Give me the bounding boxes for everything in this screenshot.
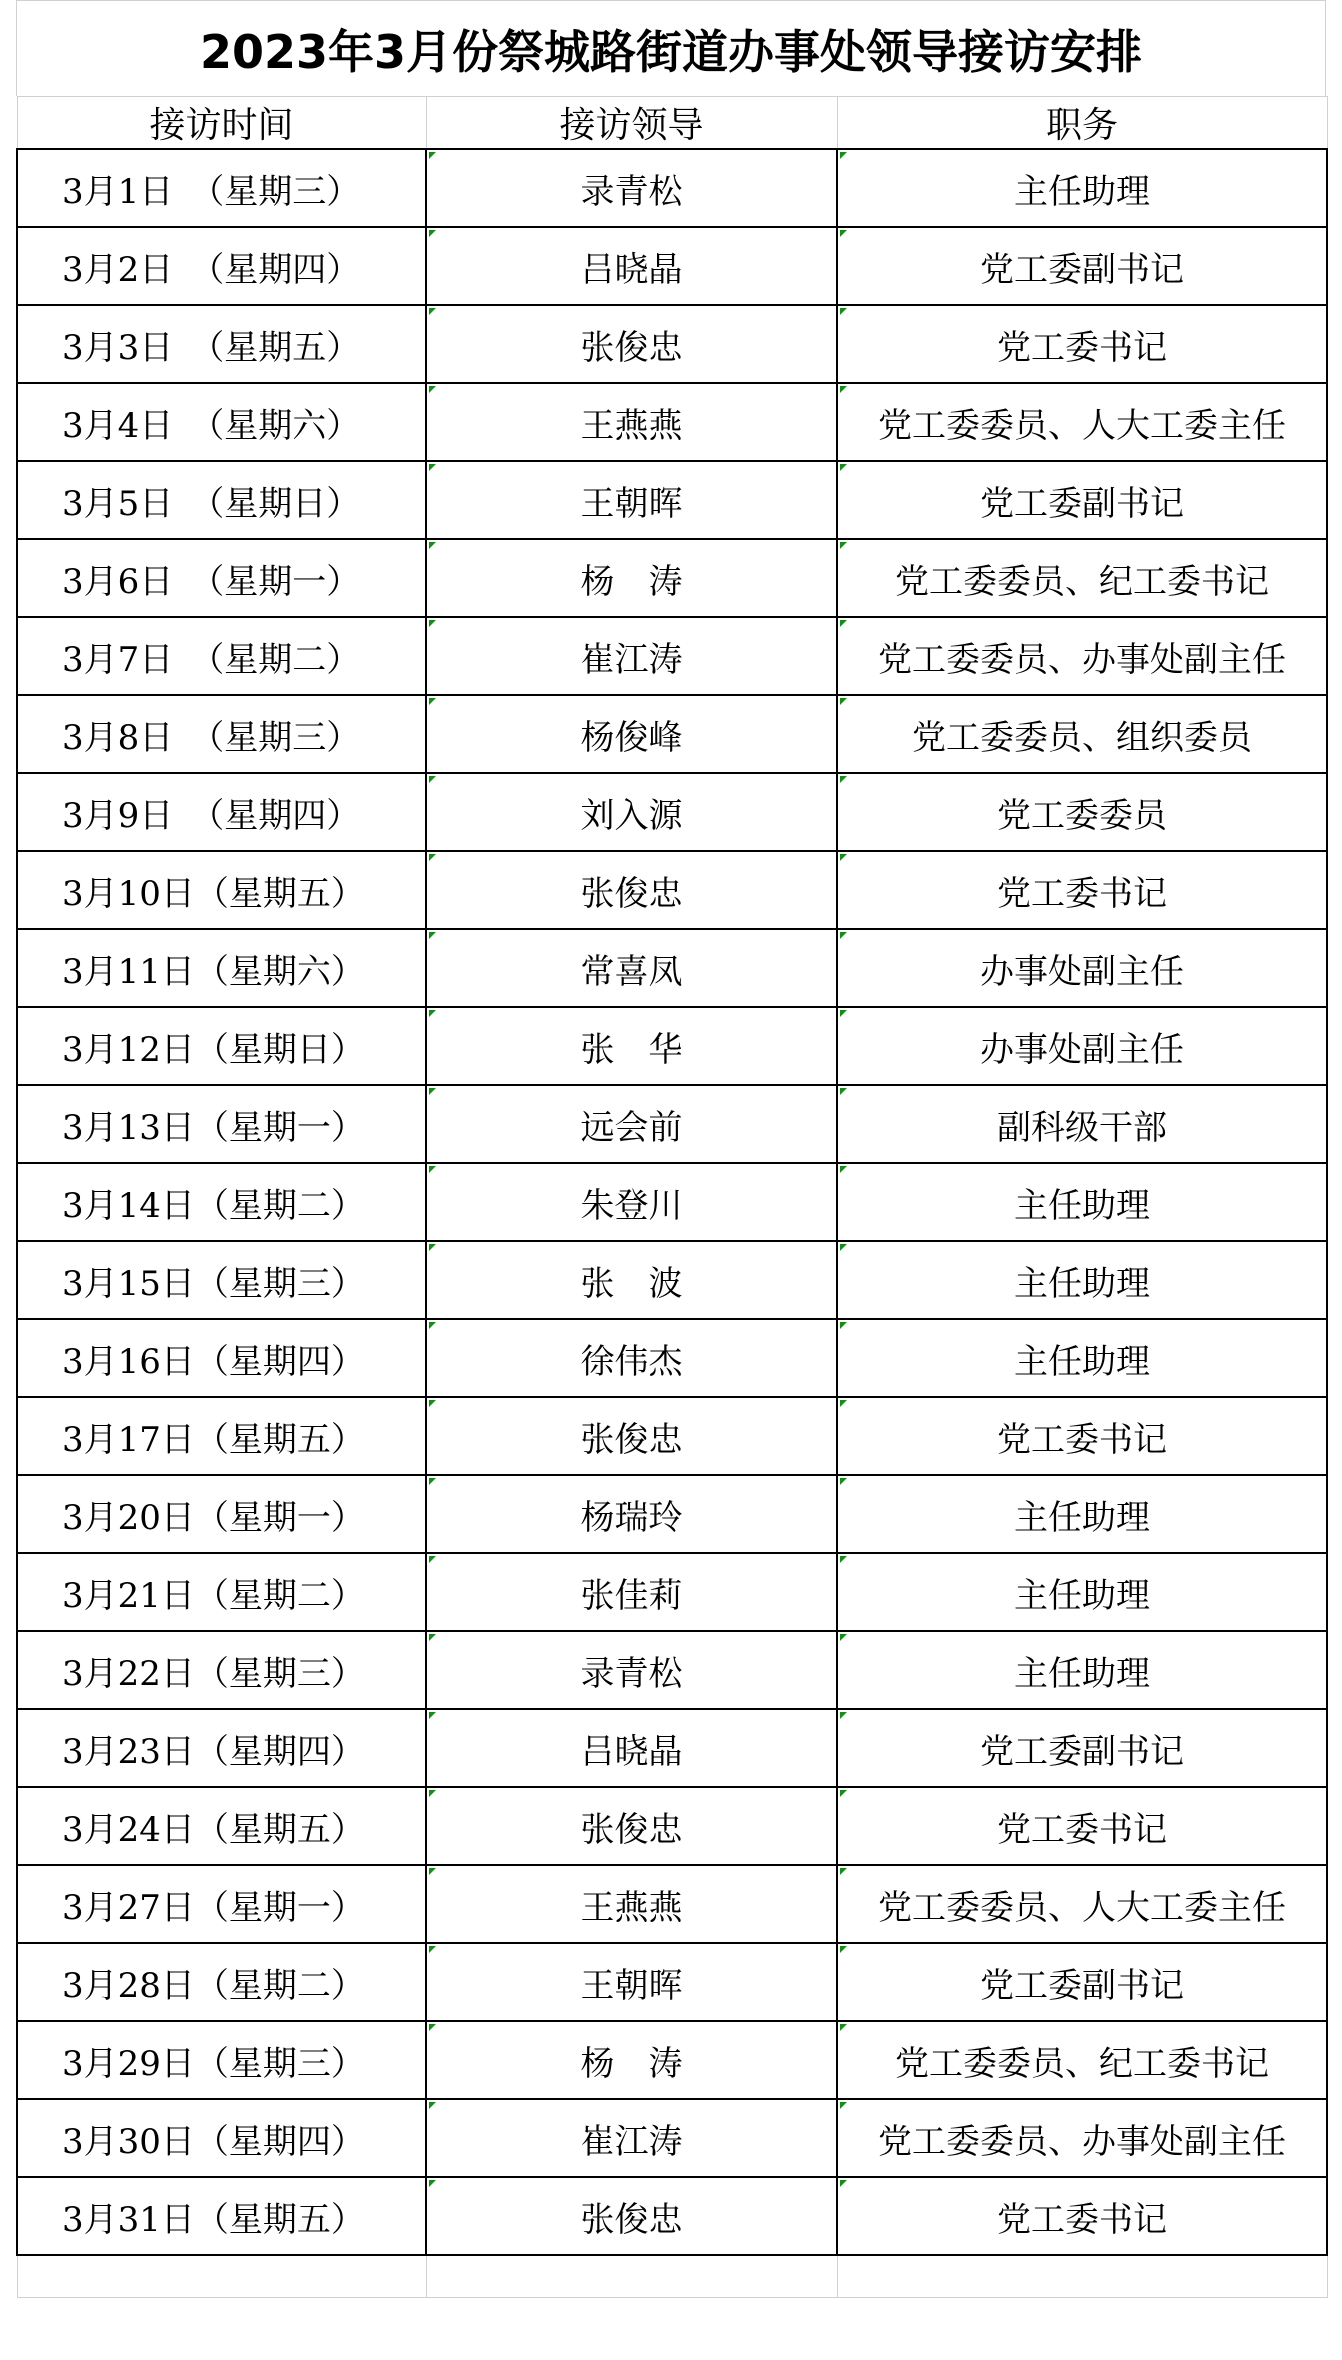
- leader-cell-text: 常喜凤: [580, 951, 683, 992]
- position-cell[interactable]: [837, 539, 1327, 617]
- position-cell[interactable]: [837, 1943, 1327, 2021]
- leader-cell[interactable]: [426, 1787, 837, 1865]
- leader-cell-text: 录青松: [580, 171, 683, 212]
- leader-cell-text: 张 华: [580, 1029, 683, 1070]
- empty-row: [17, 2255, 1327, 2297]
- table-row: [17, 2021, 1327, 2099]
- date-cell-text: 3月24日（星期五）: [62, 1809, 365, 1850]
- leader-cell[interactable]: [426, 1319, 837, 1397]
- position-cell-text: 办事处副主任: [980, 1029, 1184, 1070]
- cell-comment-marker-icon: [840, 464, 847, 471]
- leader-cell-text: 朱登川: [580, 1185, 683, 1226]
- cell-comment-marker-icon: [429, 386, 436, 393]
- leader-cell-text: 张 波: [580, 1263, 683, 1304]
- cell-comment-marker-icon: [840, 1478, 847, 1485]
- cell-comment-marker-icon: [429, 1790, 436, 1797]
- cell-comment-marker-icon: [840, 2180, 847, 2187]
- date-cell[interactable]: [17, 383, 426, 461]
- position-cell-text: 党工委委员: [997, 795, 1167, 836]
- table-row: [17, 851, 1327, 929]
- leader-cell[interactable]: [426, 1553, 837, 1631]
- date-cell[interactable]: [17, 617, 426, 695]
- leader-cell[interactable]: [426, 1007, 837, 1085]
- position-cell[interactable]: [837, 1241, 1327, 1319]
- date-cell-text: 3月31日（星期五）: [62, 2199, 365, 2240]
- position-cell-text: 主任助理: [1014, 1653, 1150, 1694]
- header-date: 接访时间: [17, 97, 426, 150]
- leader-cell-text: 张俊忠: [580, 1809, 683, 1850]
- leader-cell[interactable]: [426, 851, 837, 929]
- date-cell-text: 3月30日（星期四）: [62, 2121, 365, 2162]
- position-cell[interactable]: [837, 461, 1327, 539]
- position-cell-text: 党工委委员、人大工委主任: [878, 405, 1286, 446]
- date-cell[interactable]: [17, 2177, 426, 2255]
- date-cell[interactable]: [17, 1631, 426, 1709]
- cell-comment-marker-icon: [840, 620, 847, 627]
- position-cell-text: 党工委书记: [997, 1419, 1167, 1460]
- cell-comment-marker-icon: [429, 152, 436, 159]
- date-cell-text: 3月10日（星期五）: [62, 873, 365, 914]
- leader-cell-text: 吕晓晶: [580, 249, 683, 290]
- date-cell-text: 3月22日（星期三）: [62, 1653, 365, 1694]
- leader-cell[interactable]: [426, 1397, 837, 1475]
- cell-comment-marker-icon: [429, 2024, 436, 2031]
- table-row: [17, 1553, 1327, 1631]
- date-cell-text: 3月27日（星期一）: [62, 1887, 365, 1928]
- date-cell-text: 3月15日（星期三）: [62, 1263, 365, 1304]
- leader-cell-text: 刘入源: [580, 795, 683, 836]
- leader-cell-text: 录青松: [580, 1653, 683, 1694]
- leader-cell[interactable]: [426, 1163, 837, 1241]
- table-row: [17, 773, 1327, 851]
- position-cell-text: 党工委副书记: [980, 1731, 1184, 1772]
- position-cell-text: 党工委委员、纪工委书记: [895, 2043, 1269, 2084]
- position-cell[interactable]: [837, 1163, 1327, 1241]
- position-cell-text: 党工委委员、办事处副主任: [878, 2121, 1286, 2162]
- position-cell[interactable]: [837, 1475, 1327, 1553]
- table-row: [17, 1163, 1327, 1241]
- table-row: [17, 461, 1327, 539]
- leader-cell[interactable]: [426, 695, 837, 773]
- date-cell-text: 3月14日（星期二）: [62, 1185, 365, 1226]
- date-cell-text: 3月9日 （星期四）: [62, 795, 361, 836]
- leader-cell-text: 张俊忠: [580, 327, 683, 368]
- cell-comment-marker-icon: [429, 1634, 436, 1641]
- table-row: [17, 539, 1327, 617]
- position-cell-text: 办事处副主任: [980, 951, 1184, 992]
- leader-cell-text: 远会前: [580, 1107, 683, 1148]
- position-cell[interactable]: [837, 305, 1327, 383]
- cell-comment-marker-icon: [429, 932, 436, 939]
- cell-comment-marker-icon: [840, 1322, 847, 1329]
- cell-comment-marker-icon: [840, 1088, 847, 1095]
- date-cell-text: 3月28日（星期二）: [62, 1965, 365, 2006]
- cell-comment-marker-icon: [429, 2102, 436, 2109]
- cell-comment-marker-icon: [840, 776, 847, 783]
- date-cell-text: 3月21日（星期二）: [62, 1575, 365, 1616]
- leader-cell[interactable]: [426, 461, 837, 539]
- position-cell-text: 主任助理: [1014, 1575, 1150, 1616]
- table-row: [17, 1865, 1327, 1943]
- position-cell-text: 党工委委员、人大工委主任: [878, 1887, 1286, 1928]
- cell-comment-marker-icon: [429, 1322, 436, 1329]
- cell-comment-marker-icon: [429, 1712, 436, 1719]
- cell-comment-marker-icon: [429, 464, 436, 471]
- date-cell-text: 3月23日（星期四）: [62, 1731, 365, 1772]
- table-row: [17, 1319, 1327, 1397]
- leader-cell[interactable]: [426, 1709, 837, 1787]
- table-row: [17, 695, 1327, 773]
- leader-cell-text: 杨俊峰: [580, 717, 683, 758]
- leader-cell[interactable]: [426, 773, 837, 851]
- leader-cell-text: 张佳莉: [580, 1575, 683, 1616]
- page-title: 2023年3月份祭城路街道办事处领导接访安排: [16, 0, 1326, 96]
- cell-comment-marker-icon: [840, 308, 847, 315]
- position-cell-text: 主任助理: [1014, 1263, 1150, 1304]
- position-cell-text: 党工委副书记: [980, 1965, 1184, 2006]
- date-cell-text: 3月5日 （星期日）: [62, 483, 361, 524]
- cell-comment-marker-icon: [840, 698, 847, 705]
- leader-cell[interactable]: [426, 1475, 837, 1553]
- table-row: [17, 1787, 1327, 1865]
- position-cell[interactable]: [837, 149, 1327, 227]
- date-cell[interactable]: [17, 1241, 426, 1319]
- position-cell[interactable]: [837, 1319, 1327, 1397]
- table-row: [17, 1709, 1327, 1787]
- leader-cell-text: 王朝晖: [580, 1965, 683, 2006]
- table-row: [17, 929, 1327, 1007]
- cell-comment-marker-icon: [429, 1166, 436, 1173]
- date-cell-text: 3月17日（星期五）: [62, 1419, 365, 1460]
- cell-comment-marker-icon: [840, 1868, 847, 1875]
- table-row: [17, 617, 1327, 695]
- date-cell[interactable]: [17, 1865, 426, 1943]
- cell-comment-marker-icon: [840, 1244, 847, 1251]
- position-cell-text: 党工委书记: [997, 327, 1167, 368]
- date-cell-text: 3月20日（星期一）: [62, 1497, 365, 1538]
- date-cell[interactable]: [17, 1787, 426, 1865]
- date-cell[interactable]: [17, 1475, 426, 1553]
- date-cell[interactable]: [17, 1553, 426, 1631]
- cell-comment-marker-icon: [429, 230, 436, 237]
- table-row: [17, 1085, 1327, 1163]
- table-row: [17, 1631, 1327, 1709]
- cell-comment-marker-icon: [840, 542, 847, 549]
- table-row: [17, 1475, 1327, 1553]
- reception-schedule-table: [16, 96, 1328, 2298]
- date-cell[interactable]: [17, 773, 426, 851]
- table-row: [17, 1241, 1327, 1319]
- date-cell[interactable]: [17, 1319, 426, 1397]
- cell-comment-marker-icon: [429, 776, 436, 783]
- date-cell[interactable]: [17, 1085, 426, 1163]
- date-cell[interactable]: [17, 1709, 426, 1787]
- cell-comment-marker-icon: [840, 1556, 847, 1563]
- leader-cell[interactable]: [426, 1241, 837, 1319]
- cell-comment-marker-icon: [429, 1244, 436, 1251]
- cell-comment-marker-icon: [429, 698, 436, 705]
- cell-comment-marker-icon: [429, 542, 436, 549]
- position-cell-text: 党工委委员、纪工委书记: [895, 561, 1269, 602]
- position-cell[interactable]: [837, 1787, 1327, 1865]
- table-row: [17, 149, 1327, 227]
- cell-comment-marker-icon: [840, 386, 847, 393]
- position-cell[interactable]: [837, 227, 1327, 305]
- position-cell-text: 党工委书记: [997, 1809, 1167, 1850]
- empty-cell[interactable]: [837, 2255, 1327, 2297]
- date-cell[interactable]: [17, 2099, 426, 2177]
- date-cell[interactable]: [17, 1397, 426, 1475]
- position-cell-text: 主任助理: [1014, 171, 1150, 212]
- cell-comment-marker-icon: [840, 1712, 847, 1719]
- table-row: [17, 2177, 1327, 2255]
- position-cell[interactable]: [837, 773, 1327, 851]
- position-cell[interactable]: [837, 1865, 1327, 1943]
- date-cell-text: 3月12日（星期日）: [62, 1029, 365, 1070]
- leader-cell-text: 王燕燕: [580, 1887, 683, 1928]
- leader-cell[interactable]: [426, 2021, 837, 2099]
- position-cell[interactable]: [837, 1397, 1327, 1475]
- position-cell-text: 主任助理: [1014, 1341, 1150, 1382]
- leader-cell[interactable]: [426, 539, 837, 617]
- date-cell-text: 3月6日 （星期一）: [62, 561, 361, 602]
- cell-comment-marker-icon: [429, 1088, 436, 1095]
- date-cell-text: 3月7日 （星期二）: [62, 639, 361, 680]
- leader-cell[interactable]: [426, 1085, 837, 1163]
- position-cell[interactable]: [837, 383, 1327, 461]
- leader-cell[interactable]: [426, 149, 837, 227]
- header-position: 职务: [837, 97, 1327, 150]
- empty-cell[interactable]: [426, 2255, 837, 2297]
- position-cell[interactable]: [837, 929, 1327, 1007]
- cell-comment-marker-icon: [429, 308, 436, 315]
- position-cell[interactable]: [837, 2021, 1327, 2099]
- date-cell[interactable]: [17, 2021, 426, 2099]
- position-cell[interactable]: [837, 1553, 1327, 1631]
- position-cell[interactable]: [837, 2177, 1327, 2255]
- leader-cell[interactable]: [426, 305, 837, 383]
- date-cell[interactable]: [17, 1007, 426, 1085]
- cell-comment-marker-icon: [840, 854, 847, 861]
- table-row: [17, 2099, 1327, 2177]
- date-cell[interactable]: [17, 539, 426, 617]
- date-cell[interactable]: [17, 929, 426, 1007]
- cell-comment-marker-icon: [840, 2102, 847, 2109]
- position-cell-text: 副科级干部: [997, 1107, 1167, 1148]
- position-cell-text: 党工委书记: [997, 2199, 1167, 2240]
- position-cell[interactable]: [837, 1007, 1327, 1085]
- leader-cell-text: 崔江涛: [580, 639, 683, 680]
- date-cell-text: 3月1日 （星期三）: [62, 171, 361, 212]
- leader-cell-text: 张俊忠: [580, 873, 683, 914]
- leader-cell-text: 吕晓晶: [580, 1731, 683, 1772]
- position-cell-text: 党工委委员、办事处副主任: [878, 639, 1286, 680]
- date-cell[interactable]: [17, 305, 426, 383]
- table-row: [17, 227, 1327, 305]
- cell-comment-marker-icon: [840, 932, 847, 939]
- leader-cell[interactable]: [426, 929, 837, 1007]
- cell-comment-marker-icon: [429, 854, 436, 861]
- position-cell[interactable]: [837, 1085, 1327, 1163]
- date-cell[interactable]: [17, 851, 426, 929]
- date-cell[interactable]: [17, 1163, 426, 1241]
- cell-comment-marker-icon: [840, 230, 847, 237]
- leader-cell[interactable]: [426, 2099, 837, 2177]
- table-row: [17, 1943, 1327, 2021]
- cell-comment-marker-icon: [429, 1946, 436, 1953]
- cell-comment-marker-icon: [429, 2180, 436, 2187]
- header-row: [17, 97, 1327, 150]
- cell-comment-marker-icon: [840, 1400, 847, 1407]
- leader-cell-text: 王朝晖: [580, 483, 683, 524]
- leader-cell-text: 徐伟杰: [580, 1341, 683, 1382]
- date-cell-text: 3月29日（星期三）: [62, 2043, 365, 2084]
- cell-comment-marker-icon: [429, 1478, 436, 1485]
- date-cell-text: 3月4日 （星期六）: [62, 405, 361, 446]
- leader-cell-text: 王燕燕: [580, 405, 683, 446]
- date-cell[interactable]: [17, 461, 426, 539]
- position-cell-text: 党工委副书记: [980, 483, 1184, 524]
- position-cell[interactable]: [837, 695, 1327, 773]
- empty-cell[interactable]: [17, 2255, 426, 2297]
- position-cell-text: 主任助理: [1014, 1185, 1150, 1226]
- leader-cell[interactable]: [426, 2177, 837, 2255]
- position-cell-text: 党工委副书记: [980, 249, 1184, 290]
- leader-cell[interactable]: [426, 1943, 837, 2021]
- table-row: [17, 1397, 1327, 1475]
- cell-comment-marker-icon: [840, 1634, 847, 1641]
- leader-cell[interactable]: [426, 383, 837, 461]
- position-cell[interactable]: [837, 617, 1327, 695]
- position-cell-text: 党工委委员、组织委员: [912, 717, 1252, 758]
- table-row: [17, 1007, 1327, 1085]
- position-cell-text: 主任助理: [1014, 1497, 1150, 1538]
- leader-cell[interactable]: [426, 1865, 837, 1943]
- cell-comment-marker-icon: [840, 1946, 847, 1953]
- cell-comment-marker-icon: [840, 2024, 847, 2031]
- position-cell[interactable]: [837, 1709, 1327, 1787]
- date-cell[interactable]: [17, 149, 426, 227]
- leader-cell[interactable]: [426, 1631, 837, 1709]
- cell-comment-marker-icon: [429, 1400, 436, 1407]
- leader-cell-text: 张俊忠: [580, 1419, 683, 1460]
- cell-comment-marker-icon: [840, 1790, 847, 1797]
- cell-comment-marker-icon: [840, 152, 847, 159]
- table-row: [17, 305, 1327, 383]
- position-cell[interactable]: [837, 2099, 1327, 2177]
- date-cell[interactable]: [17, 1943, 426, 2021]
- date-cell-text: 3月2日 （星期四）: [62, 249, 361, 290]
- date-cell-text: 3月16日（星期四）: [62, 1341, 365, 1382]
- position-cell[interactable]: [837, 851, 1327, 929]
- leader-cell-text: 杨瑞玲: [580, 1497, 683, 1538]
- date-cell[interactable]: [17, 695, 426, 773]
- cell-comment-marker-icon: [429, 1868, 436, 1875]
- date-cell[interactable]: [17, 227, 426, 305]
- position-cell[interactable]: [837, 1631, 1327, 1709]
- position-cell-text: 党工委书记: [997, 873, 1167, 914]
- header-leader: 接访领导: [426, 97, 837, 150]
- cell-comment-marker-icon: [429, 620, 436, 627]
- cell-comment-marker-icon: [429, 1010, 436, 1017]
- leader-cell-text: 崔江涛: [580, 2121, 683, 2162]
- date-cell-text: 3月3日 （星期五）: [62, 327, 361, 368]
- leader-cell-text: 张俊忠: [580, 2199, 683, 2240]
- leader-cell[interactable]: [426, 227, 837, 305]
- leader-cell-text: 杨 涛: [580, 561, 683, 602]
- date-cell-text: 3月13日（星期一）: [62, 1107, 365, 1148]
- date-cell-text: 3月8日 （星期三）: [62, 717, 361, 758]
- leader-cell-text: 杨 涛: [580, 2043, 683, 2084]
- table-row: [17, 383, 1327, 461]
- cell-comment-marker-icon: [429, 1556, 436, 1563]
- leader-cell[interactable]: [426, 617, 837, 695]
- cell-comment-marker-icon: [840, 1010, 847, 1017]
- cell-comment-marker-icon: [840, 1166, 847, 1173]
- date-cell-text: 3月11日（星期六）: [62, 951, 365, 992]
